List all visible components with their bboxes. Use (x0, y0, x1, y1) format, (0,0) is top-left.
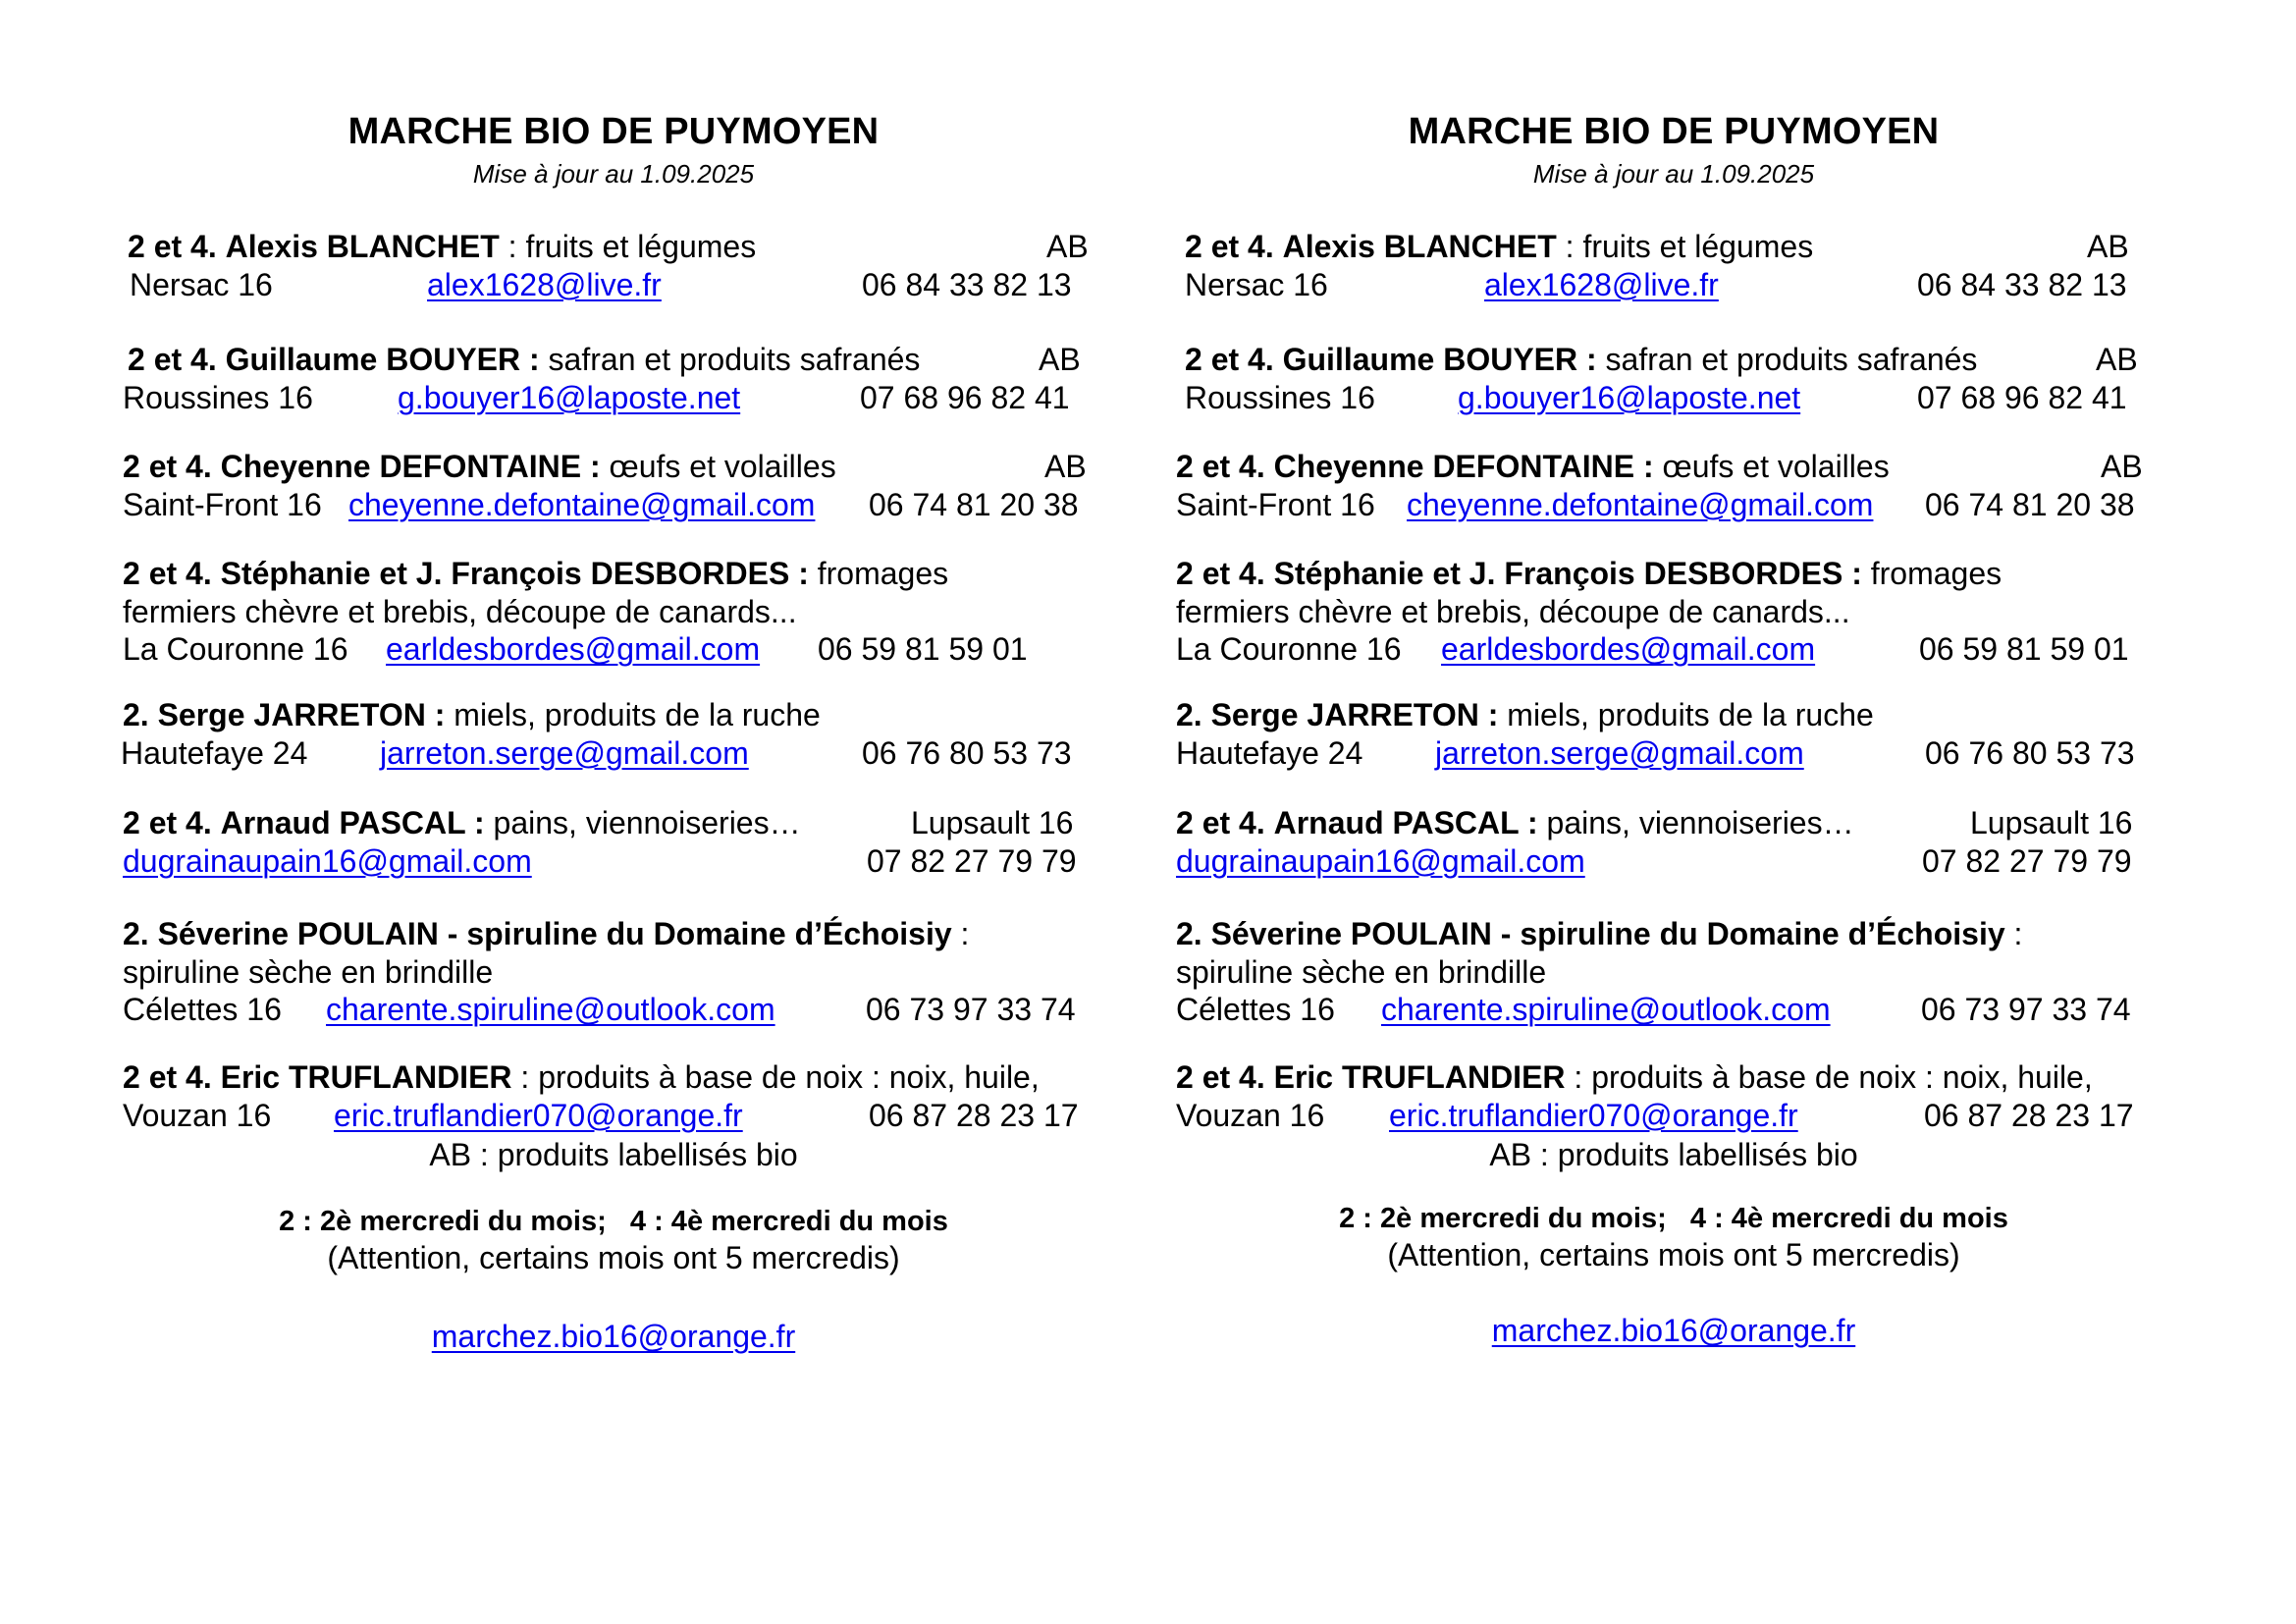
producer-heading (118, 228, 1099, 266)
producer-heading-text (123, 915, 969, 953)
producer-contact (118, 842, 1099, 881)
producer-phone: 06 87 28 23 17 (869, 1097, 1079, 1133)
producer-name: Guillaume BOUYER (1282, 342, 1578, 377)
producer-town: Saint-Front 16 (1176, 486, 1375, 522)
market-days: 2. (123, 916, 149, 951)
producer-heading (118, 555, 1099, 593)
producer-heading-text (1176, 696, 1874, 734)
producer-heading-text (1185, 228, 1813, 266)
producer-entry (1173, 915, 2155, 1029)
products-continued-text: spiruline sèche en brindille (123, 953, 494, 990)
producer-heading (1173, 1058, 2155, 1097)
market-days: 2. (123, 697, 149, 732)
separator: : (1565, 1059, 1592, 1095)
producer-contact (118, 486, 1099, 524)
producer-heading-text (1176, 915, 2022, 953)
producer-heading-text (123, 804, 801, 842)
producer-contact (118, 379, 1099, 417)
producer-entry (1173, 804, 2155, 880)
producer-name: Serge JARRETON (157, 697, 426, 732)
organic-label: AB (2096, 342, 2138, 377)
producer-heading-text (1176, 804, 1854, 842)
producer-products-continued (118, 953, 1099, 992)
market-days: 2 et 4. (128, 229, 217, 264)
producer-heading (1173, 341, 2155, 379)
producer-town: Vouzan 16 (1176, 1097, 1325, 1133)
separator: : (511, 1059, 539, 1095)
producer-email-link[interactable]: earldesbordes@gmail.com (386, 631, 761, 667)
market-days: 2. (1176, 916, 1202, 951)
producer-town: Hautefaye 24 (121, 734, 308, 771)
producer-email-link[interactable]: alex1628@live.fr (1484, 266, 1719, 302)
producer-phone: 07 82 27 79 79 (867, 842, 1077, 879)
producer-email-link[interactable]: cheyenne.defontaine@gmail.com (1407, 486, 1874, 522)
producer-name: Serge JARRETON (1210, 697, 1479, 732)
market-days: 2 et 4. (1185, 342, 1274, 377)
producer-email-link[interactable]: cheyenne.defontaine@gmail.com (348, 486, 816, 522)
producer-heading-text (1185, 341, 1977, 379)
producer-entry (118, 696, 1099, 772)
producer-heading (118, 804, 1099, 842)
producer-town: Célettes 16 (1176, 992, 1335, 1027)
producer-email-link[interactable]: jarreton.serge@gmail.com (380, 734, 749, 771)
producer-email-link[interactable]: jarreton.serge@gmail.com (1435, 734, 1804, 771)
producer-heading (1173, 696, 2155, 734)
producer-entry (1173, 555, 2155, 669)
producer-entry (1173, 448, 2155, 523)
producer-name: Guillaume BOUYER (225, 342, 521, 377)
attention-note: (Attention, certains mois ont 5 mercredis) (327, 1240, 900, 1275)
update-date: Mise à jour au 1.09.2025 (1532, 159, 1815, 189)
producer-phone: 06 76 80 53 73 (862, 734, 1072, 771)
producer-entry (118, 804, 1099, 880)
producer-heading-text (1176, 555, 2002, 593)
producer-heading (118, 915, 1099, 953)
producer-name: Eric TRUFLANDIER (220, 1059, 512, 1095)
producer-products-continued (1173, 953, 2155, 992)
producer-products: pains, viennoiseries… (1546, 805, 1854, 840)
organic-label: AB (2087, 229, 2129, 264)
producer-email-link[interactable]: alex1628@live.fr (427, 266, 662, 302)
attention-note: (Attention, certains mois ont 5 mercredis) (1387, 1237, 1960, 1272)
producer-phone: 06 73 97 33 74 (866, 992, 1076, 1027)
contact-email-row (1173, 1313, 2174, 1349)
producer-town: Lupsault 16 (1970, 805, 2133, 840)
separator: : (520, 342, 549, 377)
producer-heading (1173, 448, 2155, 486)
producer-name: Séverine POULAIN - spiruline du Domaine d’Échoisiy (1210, 916, 2005, 951)
market-days: 2 et 4. (1185, 229, 1274, 264)
producer-products: produits à base de noix : noix, huile, (1591, 1059, 2093, 1095)
producer-email-link[interactable]: g.bouyer16@laposte.net (1458, 379, 1801, 415)
producer-contact (1173, 842, 2155, 881)
producer-products: safran et produits safranés (548, 342, 921, 377)
separator: : (951, 916, 970, 951)
producer-email-link[interactable]: eric.truflandier070@orange.fr (1389, 1097, 1798, 1133)
producer-contact (1173, 266, 2155, 304)
producer-email-link[interactable]: dugrainaupain16@gmail.com (1176, 842, 1585, 879)
producer-products: fromages (1870, 556, 2002, 591)
producer-heading-text (128, 228, 756, 266)
producer-phone: 06 84 33 82 13 (862, 266, 1072, 302)
producer-heading-text (123, 1058, 1040, 1097)
producer-town: Roussines 16 (123, 379, 313, 415)
producer-products: œufs et volailles (609, 449, 836, 484)
producer-entry (118, 341, 1099, 416)
producer-entry (1173, 1058, 2155, 1134)
separator: : (499, 229, 526, 264)
producer-phone: 06 73 97 33 74 (1921, 992, 2131, 1027)
products-continued-text: fermiers chèvre et brebis, découpe de canards... (123, 593, 797, 629)
contact-email-link[interactable]: marchez.bio16@orange.fr (431, 1319, 796, 1354)
market-days-legend: 2 : 2è mercredi du mois; 4 : 4è mercredi du mois (1339, 1203, 2008, 1234)
market-days: 2. (1176, 697, 1202, 732)
producer-heading-text (1176, 448, 1890, 486)
producer-heading (118, 1058, 1099, 1097)
producer-name: Alexis BLANCHET (225, 229, 500, 264)
producer-heading-text (1176, 1058, 2093, 1097)
producer-phone: 06 84 33 82 13 (1917, 266, 2127, 302)
producer-contact (118, 266, 1099, 304)
producer-heading (1173, 555, 2155, 593)
producer-town: Nersac 16 (130, 266, 273, 302)
producer-contact (118, 630, 1099, 669)
producer-entry (1173, 228, 2155, 303)
producer-entry (118, 448, 1099, 523)
separator: : (1577, 342, 1606, 377)
separator: : (1556, 229, 1583, 264)
producer-products-continued (1173, 593, 2155, 631)
producer-contact (1173, 379, 2155, 417)
update-date: Mise à jour au 1.09.2025 (472, 159, 755, 189)
separator: : (789, 556, 818, 591)
producer-town: Hautefaye 24 (1176, 734, 1363, 771)
producer-phone: 07 82 27 79 79 (1922, 842, 2132, 879)
producer-name: Stéphanie et J. François DESBORDES (1273, 556, 1843, 591)
producer-town: La Couronne 16 (1176, 631, 1402, 667)
producer-email-link[interactable]: eric.truflandier070@orange.fr (334, 1097, 743, 1133)
producer-name: Alexis BLANCHET (1282, 229, 1557, 264)
organic-label-legend: AB : produits labellisés bio (429, 1137, 798, 1172)
producer-entry (1173, 696, 2155, 772)
organic-label-legend: AB : produits labellisés bio (1489, 1137, 1858, 1172)
producer-heading (1173, 804, 2155, 842)
separator: : (1478, 697, 1508, 732)
producer-heading-text (123, 448, 836, 486)
separator: : (1634, 449, 1663, 484)
producer-phone: 07 68 96 82 41 (860, 379, 1070, 415)
producer-town: Roussines 16 (1185, 379, 1375, 415)
separator: : (581, 449, 610, 484)
producer-town: Nersac 16 (1185, 266, 1328, 302)
producer-entry (118, 915, 1099, 1029)
products-continued-text: spiruline sèche en brindille (1176, 953, 1547, 990)
producer-phone: 07 68 96 82 41 (1917, 379, 2127, 415)
producer-email-link[interactable]: earldesbordes@gmail.com (1441, 631, 1816, 667)
producer-products: miels, produits de la ruche (454, 697, 821, 732)
market-days: 2 et 4. (1176, 556, 1265, 591)
producer-heading-text (123, 696, 821, 734)
producer-name: Eric TRUFLANDIER (1273, 1059, 1566, 1095)
producer-email-link[interactable]: charente.spiruline@outlook.com (326, 992, 775, 1027)
producer-products-continued (118, 593, 1099, 631)
producer-phone: 06 76 80 53 73 (1925, 734, 2135, 771)
producer-name: Arnaud PASCAL (1273, 805, 1520, 840)
market-days: 2 et 4. (1176, 1059, 1265, 1095)
producer-heading-text (128, 341, 920, 379)
producer-name: Stéphanie et J. François DESBORDES (220, 556, 790, 591)
producer-phone: 06 74 81 20 38 (1925, 486, 2135, 522)
producer-products: fromages (817, 556, 949, 591)
contact-email-link[interactable]: marchez.bio16@orange.fr (1491, 1313, 1856, 1348)
producer-email-link[interactable]: charente.spiruline@outlook.com (1381, 992, 1831, 1027)
producer-entry (1173, 341, 2155, 416)
producer-name: Cheyenne DEFONTAINE (220, 449, 582, 484)
producer-name: Séverine POULAIN - spiruline du Domaine d’Échoisiy (157, 916, 952, 951)
separator: : (465, 805, 494, 840)
producer-entry (118, 555, 1099, 669)
producer-heading-text (123, 555, 948, 593)
producer-contact (1173, 991, 2155, 1029)
producer-products: fruits et légumes (1582, 229, 1814, 264)
producer-phone: 06 87 28 23 17 (1924, 1097, 2134, 1133)
producer-heading (1173, 915, 2155, 953)
organic-label: AB (2101, 449, 2143, 484)
producer-phone: 06 59 81 59 01 (1919, 631, 2129, 667)
producer-products: fruits et légumes (525, 229, 757, 264)
producer-contact (1173, 734, 2155, 773)
contact-email-row (118, 1319, 1109, 1355)
producer-contact (118, 1097, 1099, 1135)
producer-email-link[interactable]: dugrainaupain16@gmail.com (123, 842, 532, 879)
producer-contact (118, 991, 1099, 1029)
producer-town: Célettes 16 (123, 992, 282, 1027)
producer-contact (118, 734, 1099, 773)
market-days: 2 et 4. (123, 556, 212, 591)
producer-town: La Couronne 16 (123, 631, 348, 667)
flyer-title: MARCHE BIO DE PUYMOYEN (1408, 111, 1940, 152)
flyer-title: MARCHE BIO DE PUYMOYEN (347, 111, 880, 152)
separator: : (2004, 916, 2023, 951)
producer-contact (1173, 1097, 2155, 1135)
producer-heading (118, 696, 1099, 734)
producer-products: safran et produits safranés (1605, 342, 1978, 377)
producer-entry (118, 1058, 1099, 1134)
market-days: 2 et 4. (1176, 449, 1265, 484)
producer-email-link[interactable]: g.bouyer16@laposte.net (398, 379, 741, 415)
producer-entry (118, 228, 1099, 303)
producer-phone: 06 74 81 20 38 (869, 486, 1079, 522)
producer-name: Cheyenne DEFONTAINE (1273, 449, 1635, 484)
market-days: 2 et 4. (123, 805, 212, 840)
producer-contact (1173, 486, 2155, 524)
organic-label: AB (1039, 342, 1081, 377)
separator: : (1842, 556, 1871, 591)
producer-products: produits à base de noix : noix, huile, (538, 1059, 1040, 1095)
producer-town: Saint-Front 16 (123, 486, 322, 522)
producer-town: Vouzan 16 (123, 1097, 272, 1133)
market-days: 2 et 4. (123, 449, 212, 484)
producer-products: œufs et volailles (1662, 449, 1890, 484)
producer-name: Arnaud PASCAL (220, 805, 466, 840)
producer-phone: 06 59 81 59 01 (818, 631, 1028, 667)
market-days-legend: 2 : 2è mercredi du mois; 4 : 4è mercredi du mois (279, 1206, 948, 1237)
producer-heading (118, 341, 1099, 379)
separator: : (1519, 805, 1547, 840)
producer-heading (1173, 228, 2155, 266)
separator: : (425, 697, 454, 732)
market-days: 2 et 4. (128, 342, 217, 377)
products-continued-text: fermiers chèvre et brebis, découpe de canards... (1176, 593, 1850, 629)
market-days: 2 et 4. (1176, 805, 1265, 840)
organic-label: AB (1044, 449, 1087, 484)
market-days: 2 et 4. (123, 1059, 212, 1095)
producer-town: Lupsault 16 (911, 805, 1074, 840)
producer-products: miels, produits de la ruche (1507, 697, 1874, 732)
producer-products: pains, viennoiseries… (493, 805, 801, 840)
producer-heading (118, 448, 1099, 486)
organic-label: AB (1046, 229, 1089, 264)
producer-contact (1173, 630, 2155, 669)
